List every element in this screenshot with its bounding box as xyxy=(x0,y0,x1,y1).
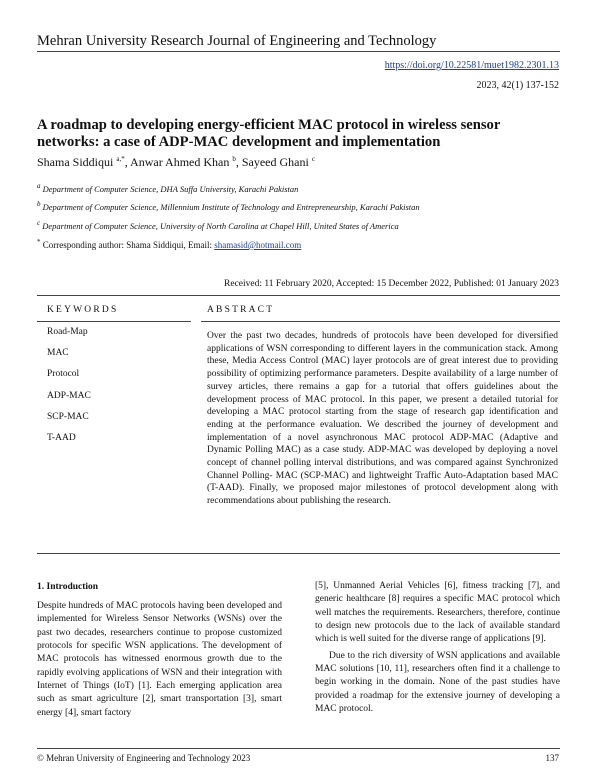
header-rule xyxy=(37,51,560,52)
keyword-item: ADP-MAC xyxy=(47,390,91,401)
abstract-heading: ABSTRACT xyxy=(207,305,275,315)
section-top-rule xyxy=(37,295,560,296)
affiliation-label: b xyxy=(37,200,41,208)
author-name: Shama Siddiqui xyxy=(37,155,114,169)
keyword-item: T-AAD xyxy=(47,432,76,443)
affiliation xyxy=(37,182,298,194)
introduction-paragraph: Despite hundreds of MAC protocols having been developed and implemented for Wireless Sensor Networks (WSNs) over the past two decades, researchers continue to propose customized protocols for specific WSN applications. The development of MAC protocols has witnessed enormous growth due to the rapidly evolving applications of WSN and their integration with Internet of Things (IoT) [1]. Each emerging application area such as smart agriculture [2], smart transportation [3], smart energy [4], smart factory xyxy=(37,601,282,718)
affiliation-text: Department of Computer Science, University of North Carolina at Chapel Hill, United States of America xyxy=(42,220,399,231)
article-title: A roadmap to developing energy-efficient MAC protocol in wireless sensor networks: a case of ADP-MAC development and implementation xyxy=(37,117,501,150)
abstract-body: Over the past two decades, hundreds of protocols have been developed for diversified applications of WSN corresponding to different layers in the communication stack. Among these, Media Access Control (MAC) layer protocols are of great interest due to providing possibility of optimizing performance parameters. Despite availability of a large number of survey articles, there remains a gap for a tutorial that offers guidelines about the development process of MAC protocol. In this paper, we present a detailed tutorial for developing a MAC protocol starting from the stage of research gap identification and ending at the performance evaluation. We described the journey of development and implementation of a novel asynchronous MAC protocol ADP-MAC (Adaptive and Dynamic Polling MAC) as a case study. ADP-MAC was developed by deploying a novel concept of channel polling interval distributions, and was compared against Synchronized Channel Polling- MAC (SCP-MAC) and lightweight Traffic Auto-Adaptation based MAC (T-AAD). Finally, we proposed major milestones of protocol development along with recommendations about publishing the research. xyxy=(207,331,558,507)
keywords-rule xyxy=(37,321,191,322)
abstract-bottom-rule xyxy=(37,553,560,554)
introduction-paragraph-continued: [5], Unmanned Aerial Vehicles [6], fitness tracking [7], and generic healthcare [8] requires a specific MAC protocol which well matches the requirements. Researchers, therefore, continue to design new protocols due to the lack of available standard which is well suited for the diverse range of applications [9]. xyxy=(315,581,560,645)
footer-rule xyxy=(37,748,560,749)
keyword-list xyxy=(47,327,91,454)
received-dates: Received: 11 February 2020, Accepted: 15 December 2022, Published: 01 January 2023 xyxy=(224,279,559,289)
affiliation-text: Department of Computer Science, DHA Suffa University, Karachi Pakistan xyxy=(42,183,299,194)
corresponding-author xyxy=(37,238,301,250)
keyword-item: Protocol xyxy=(47,369,80,380)
author-name: Sayeed Ghani xyxy=(241,155,309,169)
author-affiliation-mark: c xyxy=(311,155,315,163)
author-affiliation-mark: b xyxy=(232,155,236,163)
introduction-right-column xyxy=(315,580,560,716)
email-link[interactable]: shamasid@hotmail.com xyxy=(214,240,302,250)
introduction-heading: 1. Introduction xyxy=(37,582,99,592)
page-number: 137 xyxy=(545,753,559,763)
affiliation xyxy=(37,200,420,212)
journal-name: Mehran University Research Journal of Engineering and Technology xyxy=(37,33,437,49)
doi-link[interactable]: https://doi.org/10.22581/muet1982.2301.13 xyxy=(384,60,559,71)
introduction-paragraph: Due to the rich diversity of WSN applications and available MAC solutions [10, 11], researchers often find it a challenge to begin working in the domain. None of the past studies have provided a roadmap for the extensive journey of developing a MAC protocol. xyxy=(315,650,560,715)
corresponding-mark: * xyxy=(37,238,41,246)
copyright-footer: © Mehran University of Engineering and Technology 2023 xyxy=(37,753,251,763)
keywords-heading: KEYWORDS xyxy=(47,305,119,315)
keyword-item: Road-Map xyxy=(47,327,88,337)
author-affiliation-mark: a,* xyxy=(116,155,125,163)
author-list: Shama Siddiqui $^{a,*}$, Anwar Ahmed Khan $^b$, Sayeed Ghani $^c$ xyxy=(37,155,315,169)
volume-info: 2023, 42(1) 137-152 xyxy=(476,80,559,91)
author-name: Anwar Ahmed Khan xyxy=(130,155,230,169)
abstract-rule xyxy=(201,321,560,322)
corresponding-text: Corresponding author: Shama Siddiqui, Email: xyxy=(42,240,215,250)
keyword-item: MAC xyxy=(47,348,69,359)
affiliation-label: c xyxy=(37,219,41,227)
affiliation-label: a xyxy=(37,182,41,190)
affiliation-text: Department of Computer Science, Millennium Institute of Technology and Entrepreneurship, Karachi Pakistan xyxy=(42,201,420,212)
keyword-item: SCP-MAC xyxy=(47,411,89,422)
affiliation xyxy=(37,219,399,231)
